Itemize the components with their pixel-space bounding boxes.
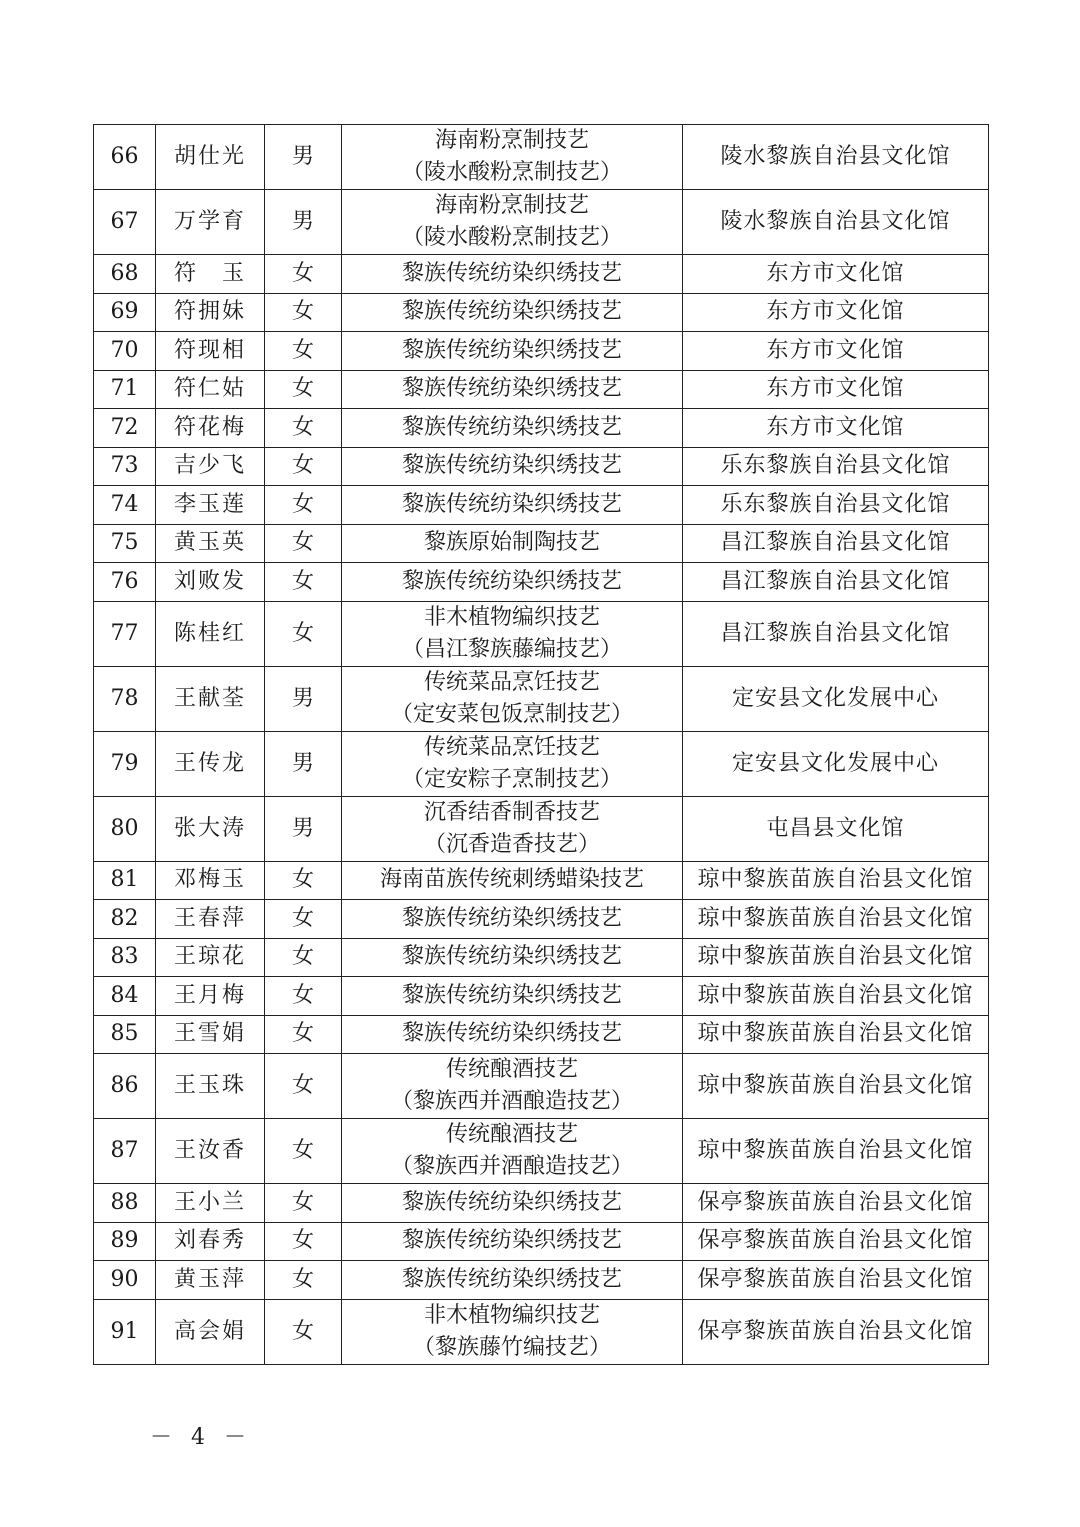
protection-unit-cell: 琼中黎族苗族自治县文化馆 (683, 1119, 989, 1184)
gender-cell: 女 (265, 293, 342, 332)
project-cell (342, 293, 683, 332)
gender-cell: 男 (265, 796, 342, 861)
project-cell (342, 1261, 683, 1300)
name-cell: 高会娟 (156, 1299, 265, 1364)
table-row (94, 370, 989, 409)
row-number-cell: 90 (94, 1261, 156, 1300)
project-cell (342, 125, 683, 190)
name-cell: 万学育 (156, 190, 265, 255)
row-number-cell: 66 (94, 125, 156, 190)
row-number-cell: 74 (94, 486, 156, 525)
name-cell: 王月梅 (156, 977, 265, 1016)
row-number-cell: 85 (94, 1015, 156, 1054)
project-cell (342, 370, 683, 409)
project-subname: （黎族西并酒酿造技艺） (390, 1154, 633, 1179)
name-cell: 王雪娟 (156, 1015, 265, 1054)
project-subname: （定安菜包饭烹制技艺） (390, 701, 633, 727)
project-name: 传统菜品烹饪技艺 (423, 734, 600, 760)
table-row (94, 190, 989, 255)
project-name: 黎族传统纺染织绣技艺 (401, 944, 622, 970)
gender-cell: 女 (265, 1222, 342, 1261)
project-name: 黎族传统纺染织绣技艺 (401, 260, 622, 286)
protection-unit-cell: 东方市文化馆 (683, 370, 989, 409)
protection-unit-cell: 昌江黎族自治县文化馆 (683, 563, 989, 602)
gender-cell: 女 (265, 447, 342, 486)
protection-unit-cell: 屯昌县文化馆 (683, 796, 989, 861)
page-number: － 4 － (150, 1425, 252, 1450)
name-cell: 刘春秀 (156, 1222, 265, 1261)
row-number-cell: 84 (94, 977, 156, 1016)
table-row (94, 486, 989, 525)
project-name: 非木植物编织技艺 (423, 604, 600, 630)
table-row (94, 409, 989, 448)
project-name: 黎族传统纺染织绣技艺 (401, 376, 622, 402)
name-cell: 符现相 (156, 332, 265, 371)
table-row (94, 1119, 989, 1184)
table-row (94, 1015, 989, 1054)
row-number-cell: 69 (94, 293, 156, 332)
project-subname: （陵水酸粉烹制技艺） (401, 225, 622, 250)
protection-unit-cell: 保亭黎族苗族自治县文化馆 (683, 1299, 989, 1364)
protection-unit-cell: 琼中黎族苗族自治县文化馆 (683, 977, 989, 1016)
project-cell (342, 447, 683, 486)
table-row (94, 293, 989, 332)
table-row (94, 447, 989, 486)
protection-unit-cell: 琼中黎族苗族自治县文化馆 (683, 861, 989, 900)
name-cell: 胡仕光 (156, 125, 265, 190)
row-number-cell: 82 (94, 900, 156, 939)
name-cell: 王琼花 (156, 938, 265, 977)
gender-cell: 女 (265, 601, 342, 666)
protection-unit-cell: 琼中黎族苗族自治县文化馆 (683, 1015, 989, 1054)
project-subname: （陵水酸粉烹制技艺） (401, 160, 622, 185)
table-row (94, 524, 989, 563)
row-number-cell: 67 (94, 190, 156, 255)
name-cell: 符 玉 (156, 255, 265, 294)
project-name: 传统菜品烹饪技艺 (423, 669, 600, 695)
name-cell: 刘败发 (156, 563, 265, 602)
name-cell: 王小兰 (156, 1184, 265, 1223)
table-row (94, 255, 989, 294)
protection-unit-cell: 定安县文化发展中心 (683, 666, 989, 731)
project-name: 海南粉烹制技艺 (434, 193, 589, 218)
project-name: 黎族传统纺染织绣技艺 (401, 414, 622, 440)
protection-unit-cell: 陵水黎族自治县文化馆 (683, 190, 989, 255)
row-number-cell: 80 (94, 796, 156, 861)
gender-cell: 女 (265, 255, 342, 294)
table-row (94, 1261, 989, 1300)
row-number-cell: 88 (94, 1184, 156, 1223)
project-cell (342, 332, 683, 371)
project-cell (342, 796, 683, 861)
protection-unit-cell: 东方市文化馆 (683, 293, 989, 332)
project-cell (342, 900, 683, 939)
gender-cell: 男 (265, 125, 342, 190)
project-subname: （定安粽子烹制技艺） (401, 766, 622, 792)
project-cell (342, 524, 683, 563)
project-cell (342, 601, 683, 666)
project-name: 海南粉烹制技艺 (434, 128, 589, 153)
name-cell: 王汝香 (156, 1119, 265, 1184)
name-cell: 符拥妹 (156, 293, 265, 332)
table-row (94, 125, 989, 190)
gender-cell: 女 (265, 486, 342, 525)
project-name: 黎族传统纺染织绣技艺 (401, 1266, 622, 1292)
gender-cell: 女 (265, 409, 342, 448)
project-cell (342, 938, 683, 977)
gender-cell: 女 (265, 524, 342, 563)
row-number-cell: 71 (94, 370, 156, 409)
table-row (94, 563, 989, 602)
protection-unit-cell: 昌江黎族自治县文化馆 (683, 601, 989, 666)
protection-unit-cell: 琼中黎族苗族自治县文化馆 (683, 1054, 989, 1119)
name-cell: 王传龙 (156, 731, 265, 796)
project-name: 黎族原始制陶技艺 (423, 530, 600, 556)
project-name: 黎族传统纺染织绣技艺 (401, 1228, 622, 1254)
gender-cell: 女 (265, 977, 342, 1016)
project-name: 黎族传统纺染织绣技艺 (401, 568, 622, 594)
protection-unit-cell: 琼中黎族苗族自治县文化馆 (683, 938, 989, 977)
project-name: 黎族传统纺染织绣技艺 (401, 1189, 622, 1215)
table-row (94, 861, 989, 900)
table-row (94, 1222, 989, 1261)
gender-cell: 女 (265, 1184, 342, 1223)
protection-unit-cell: 陵水黎族自治县文化馆 (683, 125, 989, 190)
name-cell: 符花梅 (156, 409, 265, 448)
gender-cell: 女 (265, 900, 342, 939)
project-name: 黎族传统纺染织绣技艺 (401, 982, 622, 1008)
project-cell (342, 666, 683, 731)
name-cell: 王玉珠 (156, 1054, 265, 1119)
row-number-cell: 73 (94, 447, 156, 486)
row-number-cell: 89 (94, 1222, 156, 1261)
gender-cell: 男 (265, 666, 342, 731)
protection-unit-cell: 乐东黎族自治县文化馆 (683, 486, 989, 525)
protection-unit-cell: 保亭黎族苗族自治县文化馆 (683, 1184, 989, 1223)
project-name: 黎族传统纺染织绣技艺 (401, 905, 622, 931)
project-cell (342, 1119, 683, 1184)
table-row (94, 796, 989, 861)
project-name: 海南苗族传统刺绣蜡染技艺 (379, 867, 644, 893)
name-cell: 黄玉英 (156, 524, 265, 563)
name-cell: 吉少飞 (156, 447, 265, 486)
protection-unit-cell: 东方市文化馆 (683, 255, 989, 294)
table-row (94, 332, 989, 371)
table-row (94, 731, 989, 796)
protection-unit-cell: 保亭黎族苗族自治县文化馆 (683, 1261, 989, 1300)
gender-cell: 女 (265, 370, 342, 409)
project-name: 黎族传统纺染织绣技艺 (401, 453, 622, 479)
project-subname: （黎族藤竹编技艺） (412, 1334, 611, 1360)
gender-cell: 女 (265, 1015, 342, 1054)
name-cell: 王春萍 (156, 900, 265, 939)
row-number-cell: 70 (94, 332, 156, 371)
gender-cell: 男 (265, 190, 342, 255)
table-row (94, 977, 989, 1016)
row-number-cell: 91 (94, 1299, 156, 1364)
project-subname: （沉香造香技艺） (423, 831, 600, 857)
row-number-cell: 83 (94, 938, 156, 977)
protection-unit-cell: 乐东黎族自治县文化馆 (683, 447, 989, 486)
row-number-cell: 87 (94, 1119, 156, 1184)
protection-unit-cell: 昌江黎族自治县文化馆 (683, 524, 989, 563)
name-cell: 王献荃 (156, 666, 265, 731)
table-row (94, 938, 989, 977)
project-subname: （昌江黎族藤编技艺） (401, 636, 622, 662)
row-number-cell: 76 (94, 563, 156, 602)
protection-unit-cell: 东方市文化馆 (683, 332, 989, 371)
inheritor-table (93, 124, 989, 1365)
project-name: 黎族传统纺染织绣技艺 (401, 299, 622, 325)
project-name: 黎族传统纺染织绣技艺 (401, 1021, 622, 1047)
gender-cell: 女 (265, 938, 342, 977)
project-cell (342, 1054, 683, 1119)
project-cell (342, 255, 683, 294)
row-number-cell: 79 (94, 731, 156, 796)
project-name: 沉香结香制香技艺 (423, 799, 600, 825)
project-name: 传统酿酒技艺 (445, 1122, 578, 1147)
project-cell (342, 1184, 683, 1223)
table-row (94, 900, 989, 939)
project-cell (342, 409, 683, 448)
gender-cell: 女 (265, 1261, 342, 1300)
protection-unit-cell: 琼中黎族苗族自治县文化馆 (683, 900, 989, 939)
protection-unit-cell: 保亭黎族苗族自治县文化馆 (683, 1222, 989, 1261)
project-name: 黎族传统纺染织绣技艺 (401, 337, 622, 363)
gender-cell: 女 (265, 332, 342, 371)
row-number-cell: 75 (94, 524, 156, 563)
project-name: 非木植物编织技艺 (423, 1302, 600, 1328)
row-number-cell: 78 (94, 666, 156, 731)
name-cell: 黄玉萍 (156, 1261, 265, 1300)
table-row (94, 601, 989, 666)
table-row (94, 1299, 989, 1364)
row-number-cell: 86 (94, 1054, 156, 1119)
project-cell (342, 977, 683, 1016)
project-cell (342, 1015, 683, 1054)
gender-cell: 女 (265, 1299, 342, 1364)
protection-unit-cell: 东方市文化馆 (683, 409, 989, 448)
project-subname: （黎族西并酒酿造技艺） (390, 1089, 633, 1114)
name-cell: 陈桂红 (156, 601, 265, 666)
gender-cell: 女 (265, 1119, 342, 1184)
gender-cell: 男 (265, 731, 342, 796)
project-cell (342, 190, 683, 255)
name-cell: 张大涛 (156, 796, 265, 861)
project-name: 黎族传统纺染织绣技艺 (401, 491, 622, 517)
gender-cell: 女 (265, 861, 342, 900)
project-cell (342, 563, 683, 602)
table-row (94, 666, 989, 731)
project-name: 传统酿酒技艺 (445, 1057, 578, 1082)
table-row (94, 1054, 989, 1119)
gender-cell: 女 (265, 563, 342, 602)
name-cell: 邓梅玉 (156, 861, 265, 900)
name-cell: 符仁姑 (156, 370, 265, 409)
row-number-cell: 77 (94, 601, 156, 666)
protection-unit-cell: 定安县文化发展中心 (683, 731, 989, 796)
table-body (94, 125, 989, 1365)
row-number-cell: 68 (94, 255, 156, 294)
name-cell: 李玉莲 (156, 486, 265, 525)
project-cell (342, 1299, 683, 1364)
row-number-cell: 72 (94, 409, 156, 448)
project-cell (342, 1222, 683, 1261)
table-row (94, 1184, 989, 1223)
project-cell (342, 731, 683, 796)
gender-cell: 女 (265, 1054, 342, 1119)
project-cell (342, 486, 683, 525)
row-number-cell: 81 (94, 861, 156, 900)
project-cell (342, 861, 683, 900)
